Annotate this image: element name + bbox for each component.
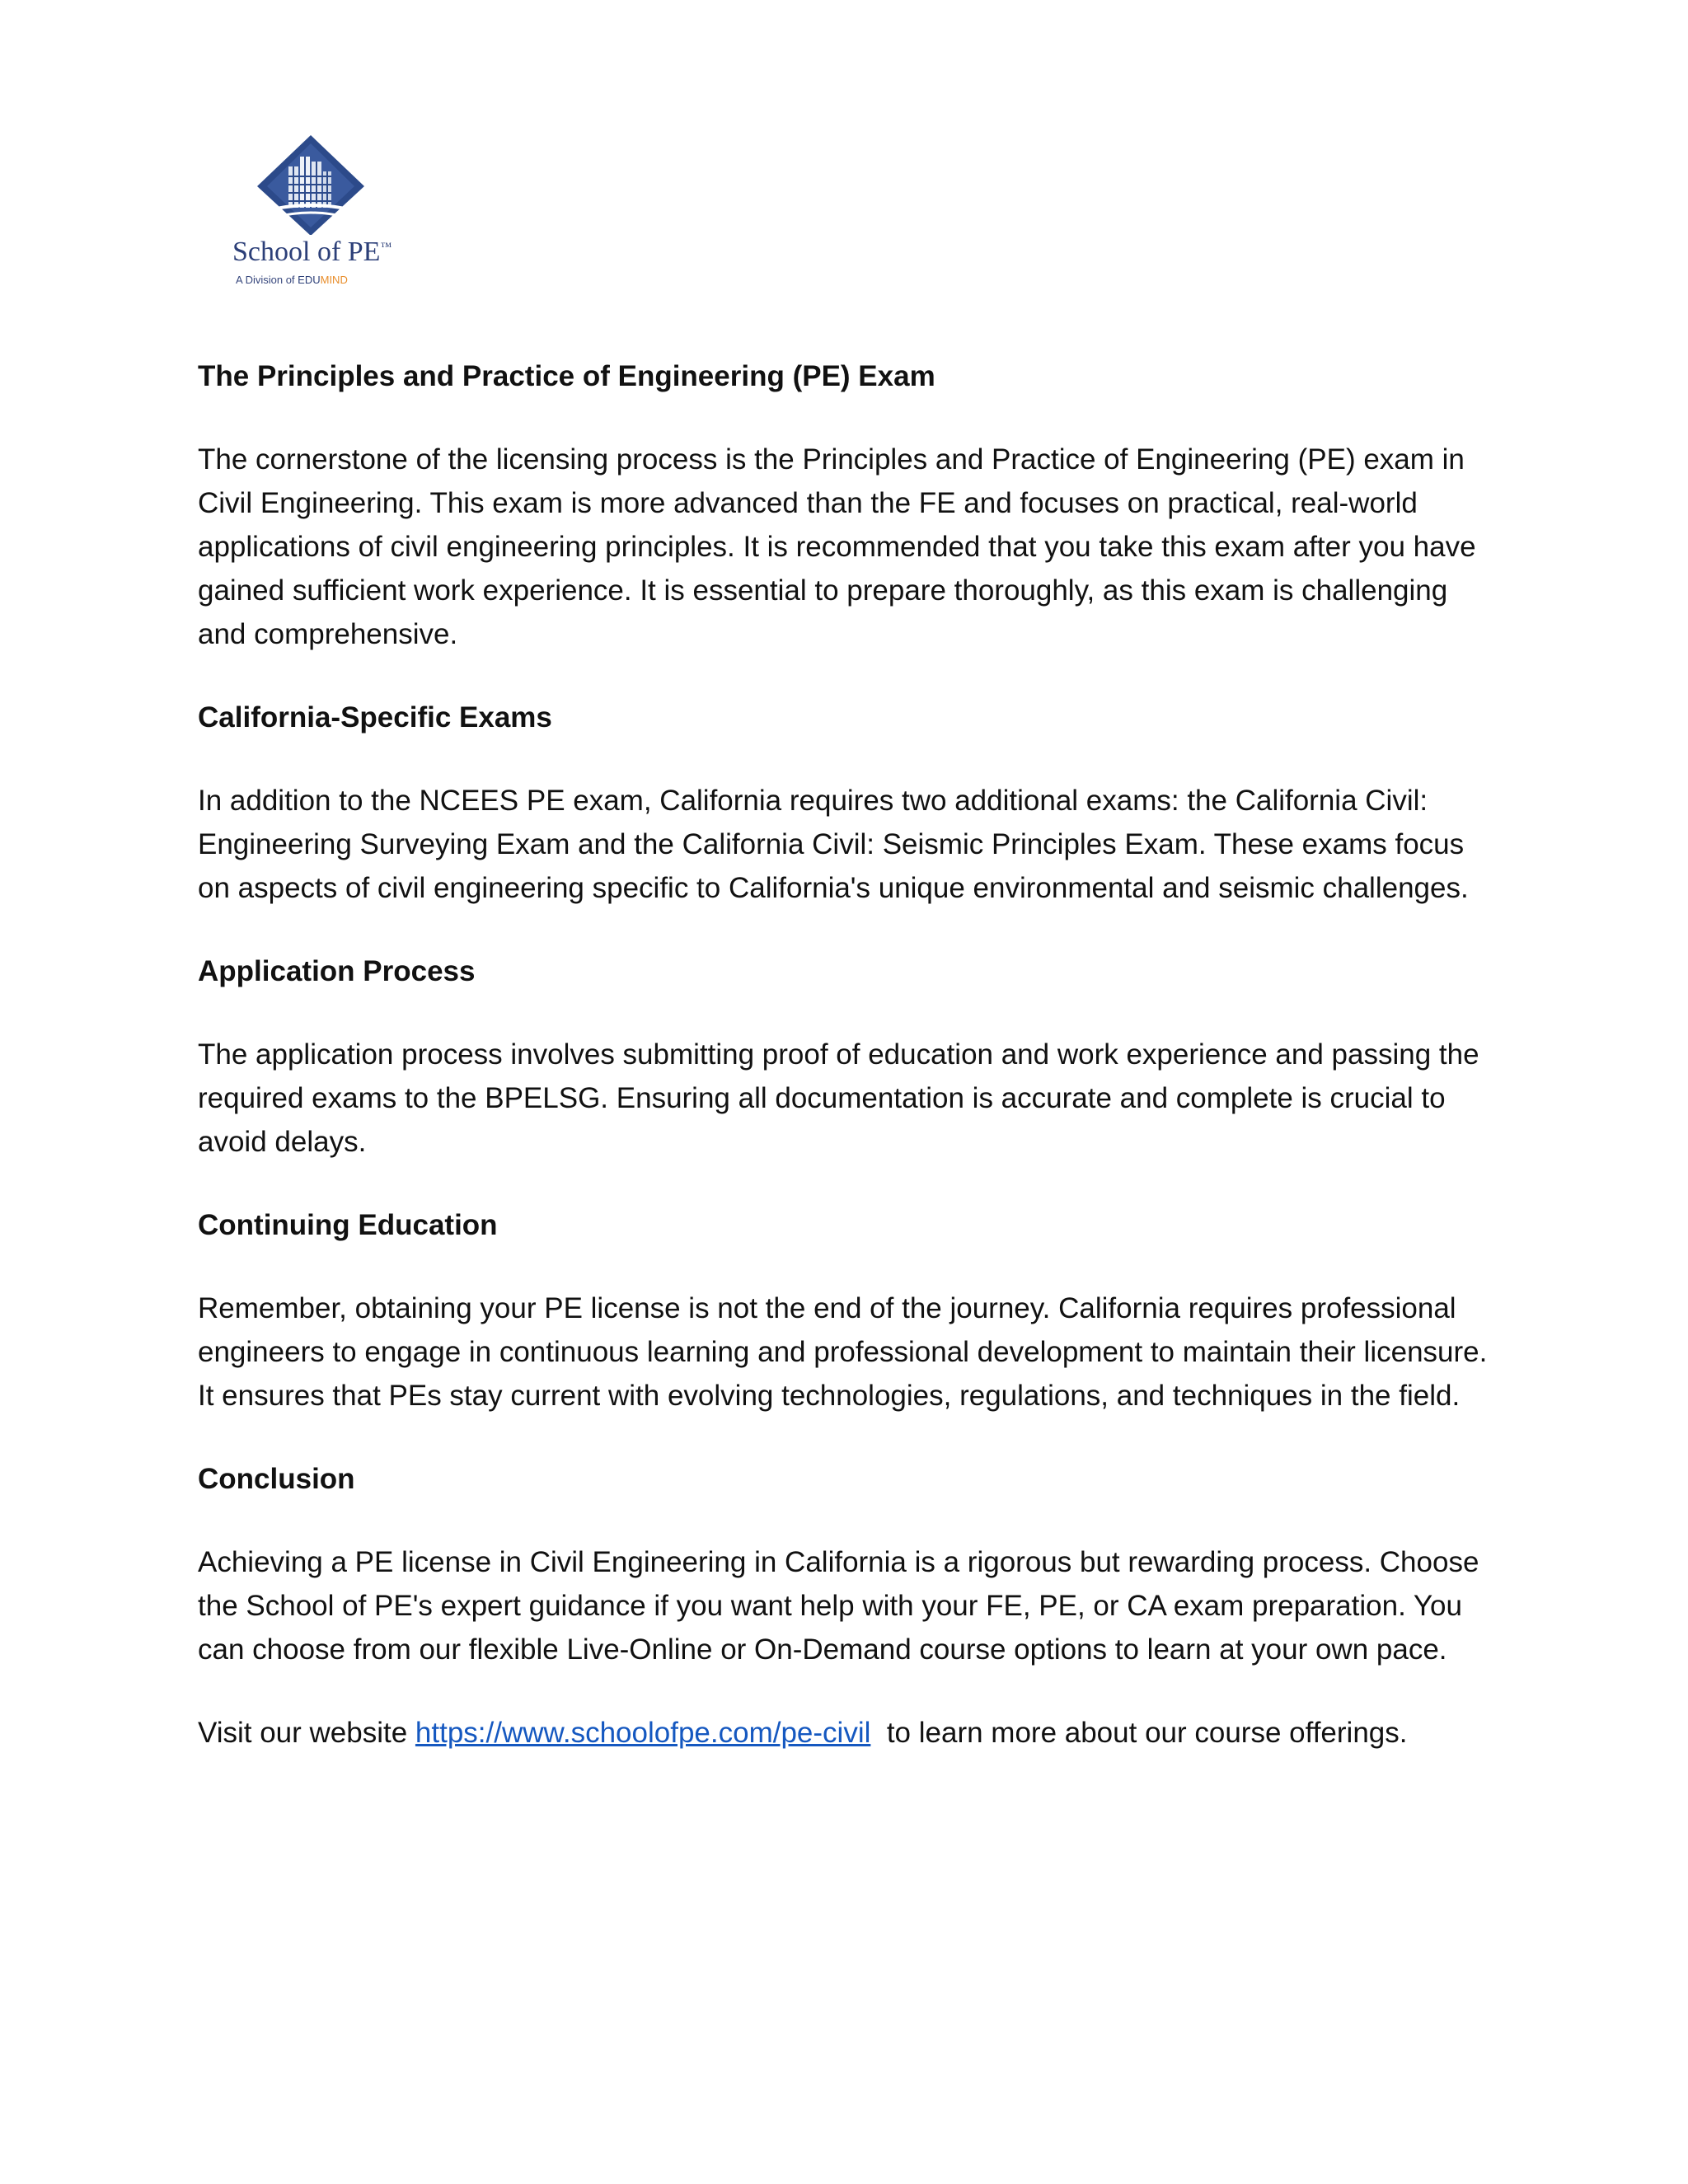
pe-exam-heading: The Principles and Practice of Engineering (PE) Exam <box>198 360 935 392</box>
logo-tagline: A Division of EDUMIND <box>236 274 348 286</box>
application-process-paragraph: The application process involves submitting proof of education and work experience and passing the required exams to the BPELSG. Ensuring all documentation is accurate and complete is crucial to avoid delays. <box>198 1038 1479 1158</box>
pe-civil-website-link[interactable]: https://www.schoolofpe.com/pe-civil <box>415 1717 871 1749</box>
continuing-education-heading: Continuing Education <box>198 1209 498 1241</box>
visit-website-paragraph <box>198 1711 1500 1755</box>
visit-suffix-text: to learn more about our course offerings. <box>870 1717 1408 1749</box>
pe-exam-paragraph: The cornerstone of the licensing process is the Principles and Practice of Engineering (PE) exam in Civil Engineering. This exam is more advanced than the FE and focuses on practical, real-world applications of civil engineering principles. It is recommended that you take this exam after you have gained sufficient work experience. It is essential to prepare thoroughly, as this exam is challenging and comprehensive. <box>198 443 1476 650</box>
document-body <box>198 354 1500 1794</box>
continuing-education-paragraph: Remember, obtaining your PE license is not the end of the journey. California requires professional engineers to engage in continuous learning and professional development to maintain their licensure. It ensures that PEs stay current with evolving technologies, regulations, and techniques in the field. <box>198 1292 1488 1412</box>
application-process-heading: Application Process <box>198 955 476 987</box>
visit-prefix-text: Visit our website <box>198 1717 415 1749</box>
school-of-pe-logo <box>224 132 414 297</box>
logo-wordmark: School of PE™ <box>232 237 392 267</box>
building-diamond-logo-icon <box>249 132 373 235</box>
conclusion-paragraph: Achieving a PE license in Civil Engineering in California is a rigorous but rewarding process. Choose the School of PE's expert guidance if you want help with your FE, PE, or CA exam preparation. You can choose from our flexible Live-Online or On-Demand course options to learn at your own pace. <box>198 1546 1479 1666</box>
california-exams-heading: California-Specific Exams <box>198 701 552 733</box>
california-exams-paragraph: In addition to the NCEES PE exam, California requires two additional exams: the California Civil: Engineering Surveying Exam and the California Civil: Seismic Principles Exam. These exams focus on aspects of civil engineering specific to California's unique environmental and seismic challenges. <box>198 785 1469 904</box>
conclusion-heading: Conclusion <box>198 1463 355 1495</box>
